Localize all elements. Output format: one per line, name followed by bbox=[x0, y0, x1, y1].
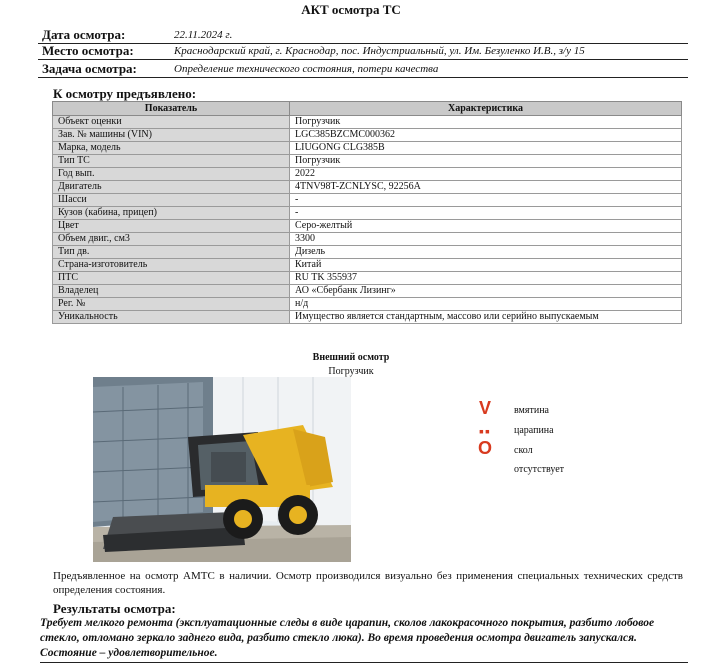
parameter-cell: Страна-изготовитель bbox=[53, 259, 290, 272]
inspection-place-row bbox=[38, 43, 688, 60]
presented-heading: К осмотру предъявлено: bbox=[53, 86, 197, 101]
inspection-note: Предъявленное на осмотр АМТС в наличии. Осмотр производился визуально без применения специальных технических средств определения состояния. bbox=[53, 570, 683, 596]
legend-label-scratch: царапина bbox=[514, 425, 554, 436]
legend-label-chip: скол bbox=[514, 445, 533, 456]
results-text: Требует мелкого ремонта (эксплуатационные следы в виде царапин, сколов лакокрасочного покрытия, разбито лобовое стекло, отломано зеркало заднего вида, разбито стекло люка). Во время проведения осмотра двигатель запускался. Состояние – удовлетворительное. bbox=[40, 616, 688, 663]
inspection-task-row bbox=[38, 61, 688, 78]
characteristic-cell: RU TK 355937 bbox=[290, 272, 682, 285]
external-inspection-subtitle: Погрузчик bbox=[328, 366, 374, 377]
table-row bbox=[53, 285, 682, 298]
characteristic-cell: АО «Сбербанк Лизинг» bbox=[290, 285, 682, 298]
characteristic-cell: LGC385BZCMC000362 bbox=[290, 129, 682, 142]
external-inspection-title: Внешний осмотр bbox=[312, 352, 390, 363]
table-row bbox=[53, 168, 682, 181]
table-header-row bbox=[53, 102, 682, 116]
parameter-cell: Уникальность bbox=[53, 311, 290, 324]
parameter-cell: Марка, модель bbox=[53, 142, 290, 155]
parameter-cell: Рег. № bbox=[53, 298, 290, 311]
parameter-cell: Цвет bbox=[53, 220, 290, 233]
characteristic-cell: Погрузчик bbox=[290, 116, 682, 129]
table-row bbox=[53, 311, 682, 324]
chip-icon: O bbox=[477, 438, 492, 458]
date-value: 22.11.2024 г. bbox=[174, 29, 233, 41]
parameter-cell: ПТС bbox=[53, 272, 290, 285]
table-row bbox=[53, 233, 682, 246]
table-row bbox=[53, 181, 682, 194]
characteristic-cell: Погрузчик bbox=[290, 155, 682, 168]
results-heading: Результаты осмотра: bbox=[53, 601, 176, 616]
table-row bbox=[53, 246, 682, 259]
table-row bbox=[53, 272, 682, 285]
vehicle-specs-table bbox=[52, 101, 682, 324]
place-label: Место осмотра: bbox=[42, 43, 134, 58]
place-value: Краснодарский край, г. Краснодар, пос. Индустриальный, ул. Им. Безуленко И.В., з/у 15 bbox=[174, 45, 585, 57]
task-value: Определение технического состояния, потери качества bbox=[174, 63, 439, 75]
column-header-parameter: Показатель bbox=[53, 102, 290, 116]
parameter-cell: Зав. № машины (VIN) bbox=[53, 129, 290, 142]
table-row bbox=[53, 220, 682, 233]
characteristic-cell: 3300 bbox=[290, 233, 682, 246]
characteristic-cell: 4TNV98T-ZCNLYSC, 92256A bbox=[290, 181, 682, 194]
date-label: Дата осмотра: bbox=[42, 27, 126, 42]
parameter-cell: Шасси bbox=[53, 194, 290, 207]
characteristic-cell: Имущество является стандартным, массово или серийно выпускаемым bbox=[290, 311, 682, 324]
characteristic-cell: Серо-желтый bbox=[290, 220, 682, 233]
legend-label-dent: вмятина bbox=[514, 405, 549, 416]
parameter-cell: Кузов (кабина, прицеп) bbox=[53, 207, 290, 220]
table-row bbox=[53, 194, 682, 207]
characteristic-cell: - bbox=[290, 207, 682, 220]
characteristic-cell: н/д bbox=[290, 298, 682, 311]
table-row bbox=[53, 142, 682, 155]
characteristic-cell: Китай bbox=[290, 259, 682, 272]
parameter-cell: Тип ТС bbox=[53, 155, 290, 168]
column-header-characteristic: Характеристика bbox=[290, 102, 682, 116]
table-row bbox=[53, 129, 682, 142]
legend-label-missing: отсутствует bbox=[514, 464, 565, 475]
scratch-icon: ▪▪ bbox=[479, 423, 491, 439]
parameter-cell: Двигатель bbox=[53, 181, 290, 194]
characteristic-cell: LIUGONG CLG385B bbox=[290, 142, 682, 155]
characteristic-cell: 2022 bbox=[290, 168, 682, 181]
loader-photo bbox=[93, 377, 351, 562]
document-title: АКТ осмотра ТС bbox=[301, 2, 401, 17]
inspection-date-row bbox=[38, 27, 688, 44]
parameter-cell: Объект оценки bbox=[53, 116, 290, 129]
table-row bbox=[53, 298, 682, 311]
characteristic-cell: Дизель bbox=[290, 246, 682, 259]
table-row bbox=[53, 155, 682, 168]
dent-icon: V bbox=[478, 398, 491, 418]
task-label: Задача осмотра: bbox=[42, 61, 137, 76]
table-row bbox=[53, 259, 682, 272]
parameter-cell: Тип дв. bbox=[53, 246, 290, 259]
table-row bbox=[53, 116, 682, 129]
characteristic-cell: - bbox=[290, 194, 682, 207]
parameter-cell: Объем двиг., см3 bbox=[53, 233, 290, 246]
damage-legend bbox=[470, 398, 620, 478]
table-row bbox=[53, 207, 682, 220]
parameter-cell: Владелец bbox=[53, 285, 290, 298]
parameter-cell: Год вып. bbox=[53, 168, 290, 181]
